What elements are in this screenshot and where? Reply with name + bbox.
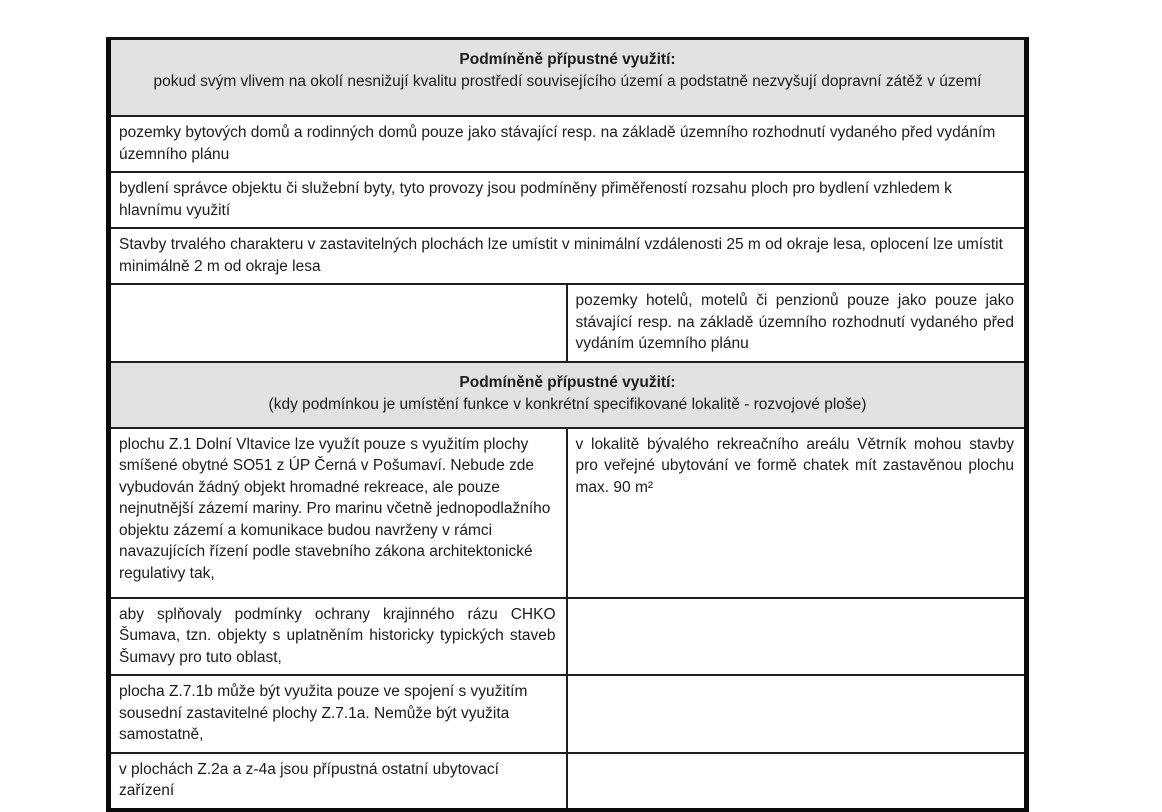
section-header-conditional-use-localized [111, 361, 1024, 427]
cell-right-empty [568, 676, 1025, 752]
cell-text: bydlení správce objektu či služební byty, tyto provozy jsou podmíněny přiměřeností rozsahu ploch pro bydlení vzhledem k hlavnímu využití [119, 180, 952, 219]
table-row-caretaker-housing [111, 171, 1024, 227]
cell-right-text: v lokalitě bývalého rekreačního areálu Větrník mohou stavby pro veřejné ubytování ve formě chatek mít zastavěnou plochu max. 90 m² [575, 435, 1014, 496]
cell-left-text: aby splňovaly podmínky ochrany krajinného rázu CHKO Šumava, tzn. objekty s uplatněním historicky typických staveb Šumavy pro tuto oblast, [111, 599, 568, 675]
cell-text: Stavby trvalého charakteru v zastavitelných plochách lze umístit v minimální vzdálenosti 25 m od okraje lesa, oplocení lze umístit minimálně 2 m od okraje lesa [119, 236, 1003, 275]
section-subtitle: (kdy podmínkou je umístění funkce v konkrétní specifikované lokalitě - rozvojové ploše) [268, 395, 867, 413]
section-title: Podmíněně přípustné využití: [459, 51, 676, 68]
section-title: Podmíněně přípustné využití: [459, 373, 676, 391]
table-row-z1-dolni-vltavice [111, 427, 1024, 597]
cell-left-text: plochu Z.1 Dolní Vltavice lze využít pouze s využitím plochy smíšené obytné SO51 z ÚP Černá v Pošumaví. Nebude zde vybudován žádný objekt hromadné rekreace, ale pouze nejnutnější zázemí mariny. Pro marinu včetně jednopodlažního objektu zázemí a komunikace budou navrženy v rámci navazujících řízení podle stavebního zákona architektonické regulativy tak, [111, 429, 568, 597]
zoning-regulations-table [106, 37, 1029, 812]
table-row-hotels-pensions [111, 283, 1024, 361]
table-row-z71b [111, 674, 1024, 752]
table-row-residential-plots [111, 115, 1024, 171]
cell-text: pozemky bytových domů a rodinných domů pouze jako stávající resp. na základě územního rozhodnutí vydaného před vydáním územního plánu [119, 124, 996, 163]
section-subtitle: pokud svým vlivem na okolí nesnižují kvalitu prostředí souvisejícího území a podstatně nezvyšují dopravní zátěž v území [153, 73, 982, 90]
table-row-chko-sumava [111, 597, 1024, 675]
section-header-conditional-use-general [111, 40, 1024, 115]
cell-right-empty [568, 754, 1025, 808]
table-row-forest-setback [111, 227, 1024, 283]
cell-left-text: plocha Z.7.1b může být využita pouze ve spojení s využitím sousední zastavitelné plochy Z.7.1a. Nemůže být využita samostatně, [111, 676, 568, 752]
cell-left-text: v plochách Z.2a a z-4a jsou přípustná ostatní ubytovací zařízení [111, 754, 568, 808]
cell-right-text: pozemky hotelů, motelů či penzionů pouze jako pouze jako stávající resp. na základě územního rozhodnutí vydaného před vydáním územního plánu [575, 292, 1014, 352]
table-row-z2a-z4a [111, 752, 1024, 808]
cell-left-empty [111, 285, 568, 361]
cell-right-empty [568, 599, 1025, 675]
